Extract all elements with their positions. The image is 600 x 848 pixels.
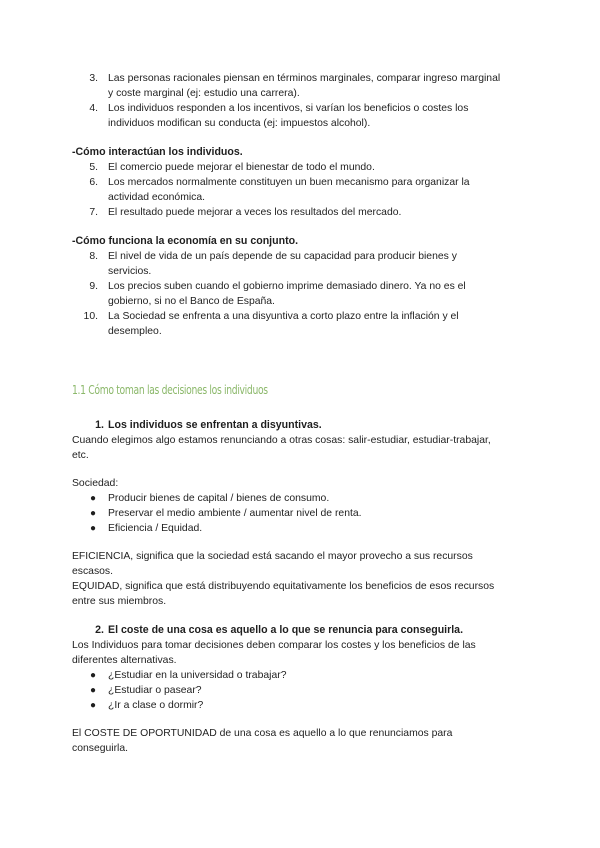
list-item-text: Los individuos responden a los incentivos, si varían los beneficios o costes los xyxy=(108,103,469,114)
society-label: Sociedad: xyxy=(72,478,119,489)
heading-cost: El coste de una cosa es aquello a lo que se renuncia para conseguirla. xyxy=(108,624,464,636)
list-item-text: actividad económica. xyxy=(108,192,206,203)
opportunity-cost-text: conseguirla. xyxy=(72,743,129,754)
list-number: 9. xyxy=(89,281,98,292)
heading-number: 1. xyxy=(95,419,104,431)
list-item-text: desempleo. xyxy=(108,326,162,337)
section-title: 1.1 Cómo toman las decisiones los individuos xyxy=(72,382,268,397)
list-item-text: La Sociedad se enfrenta a una disyuntiva a corto plazo entre la inflación y el xyxy=(108,311,459,322)
subheading-interact: -Cómo interactúan los individuos. xyxy=(72,146,243,158)
list-item-text: Los precios suben cuando el gobierno imprime demasiado dinero. Ya no es el xyxy=(108,281,466,292)
list-item-text: gobierno, si no el Banco de España. xyxy=(108,296,275,307)
subheading-economy: -Cómo funciona la economía en su conjunto. xyxy=(72,235,299,247)
efficiency-text: escasos. xyxy=(72,566,114,577)
paragraph-text: diferentes alternativas. xyxy=(72,655,177,666)
list-item-text: El nivel de vida de un país depende de su capacidad para producir bienes y xyxy=(108,251,457,262)
bullet-item-text: ¿Estudiar en la universidad o trabajar? xyxy=(108,670,287,681)
list-number: 4. xyxy=(89,103,98,114)
list-item-text: El resultado puede mejorar a veces los resultados del mercado. xyxy=(108,207,402,218)
bullet-icon: ● xyxy=(90,523,97,534)
bullet-item-text: Producir bienes de capital / bienes de consumo. xyxy=(108,493,330,504)
list-number: 3. xyxy=(89,73,98,84)
equity-text: entre sus miembros. xyxy=(72,596,167,607)
list-item-text: y coste marginal (ej: estudio una carrera). xyxy=(108,88,300,99)
list-number: 7. xyxy=(89,207,98,218)
efficiency-text: EFICIENCIA, significa que la sociedad está sacando el mayor provecho a sus recursos xyxy=(72,551,473,562)
bullet-item-text: Preservar el medio ambiente / aumentar nivel de renta. xyxy=(108,508,362,519)
bullet-icon: ● xyxy=(90,700,97,711)
equity-text: EQUIDAD, significa que está distribuyendo equitativamente los beneficios de esos recursos xyxy=(72,581,495,592)
bullet-item-text: ¿Estudiar o pasear? xyxy=(108,685,202,696)
list-item-text: servicios. xyxy=(108,266,152,277)
opportunity-cost-text: El COSTE DE OPORTUNIDAD de una cosa es aquello a lo que renunciamos para xyxy=(72,728,453,739)
list-number: 8. xyxy=(89,251,98,262)
bullet-icon: ● xyxy=(90,670,97,681)
bullet-icon: ● xyxy=(90,493,97,504)
list-item-text: Los mercados normalmente constituyen un buen mecanismo para organizar la xyxy=(108,177,470,188)
heading-tradeoffs: Los individuos se enfrentan a disyuntivas. xyxy=(108,419,322,431)
paragraph-text: Cuando elegimos algo estamos renunciando a otras cosas: salir-estudiar, estudiar-trabajar, xyxy=(72,435,491,446)
paragraph-text: etc. xyxy=(72,450,89,461)
bullet-item-text: Eficiencia / Equidad. xyxy=(108,523,203,534)
bullet-icon: ● xyxy=(90,508,97,519)
list-number: 10. xyxy=(83,311,98,322)
list-item-text: individuos modifican su conducta (ej: impuestos alcohol). xyxy=(108,118,371,129)
list-number: 6. xyxy=(89,177,98,188)
heading-number: 2. xyxy=(95,624,104,636)
list-number: 5. xyxy=(89,162,98,173)
bullet-icon: ● xyxy=(90,685,97,696)
list-item-text: Las personas racionales piensan en términos marginales, comparar ingreso marginal xyxy=(108,73,501,84)
bullet-item-text: ¿Ir a clase o dormir? xyxy=(108,700,204,711)
paragraph-text: Los Individuos para tomar decisiones deben comparar los costes y los beneficios de las xyxy=(72,640,476,651)
list-item-text: El comercio puede mejorar el bienestar de todo el mundo. xyxy=(108,162,375,173)
